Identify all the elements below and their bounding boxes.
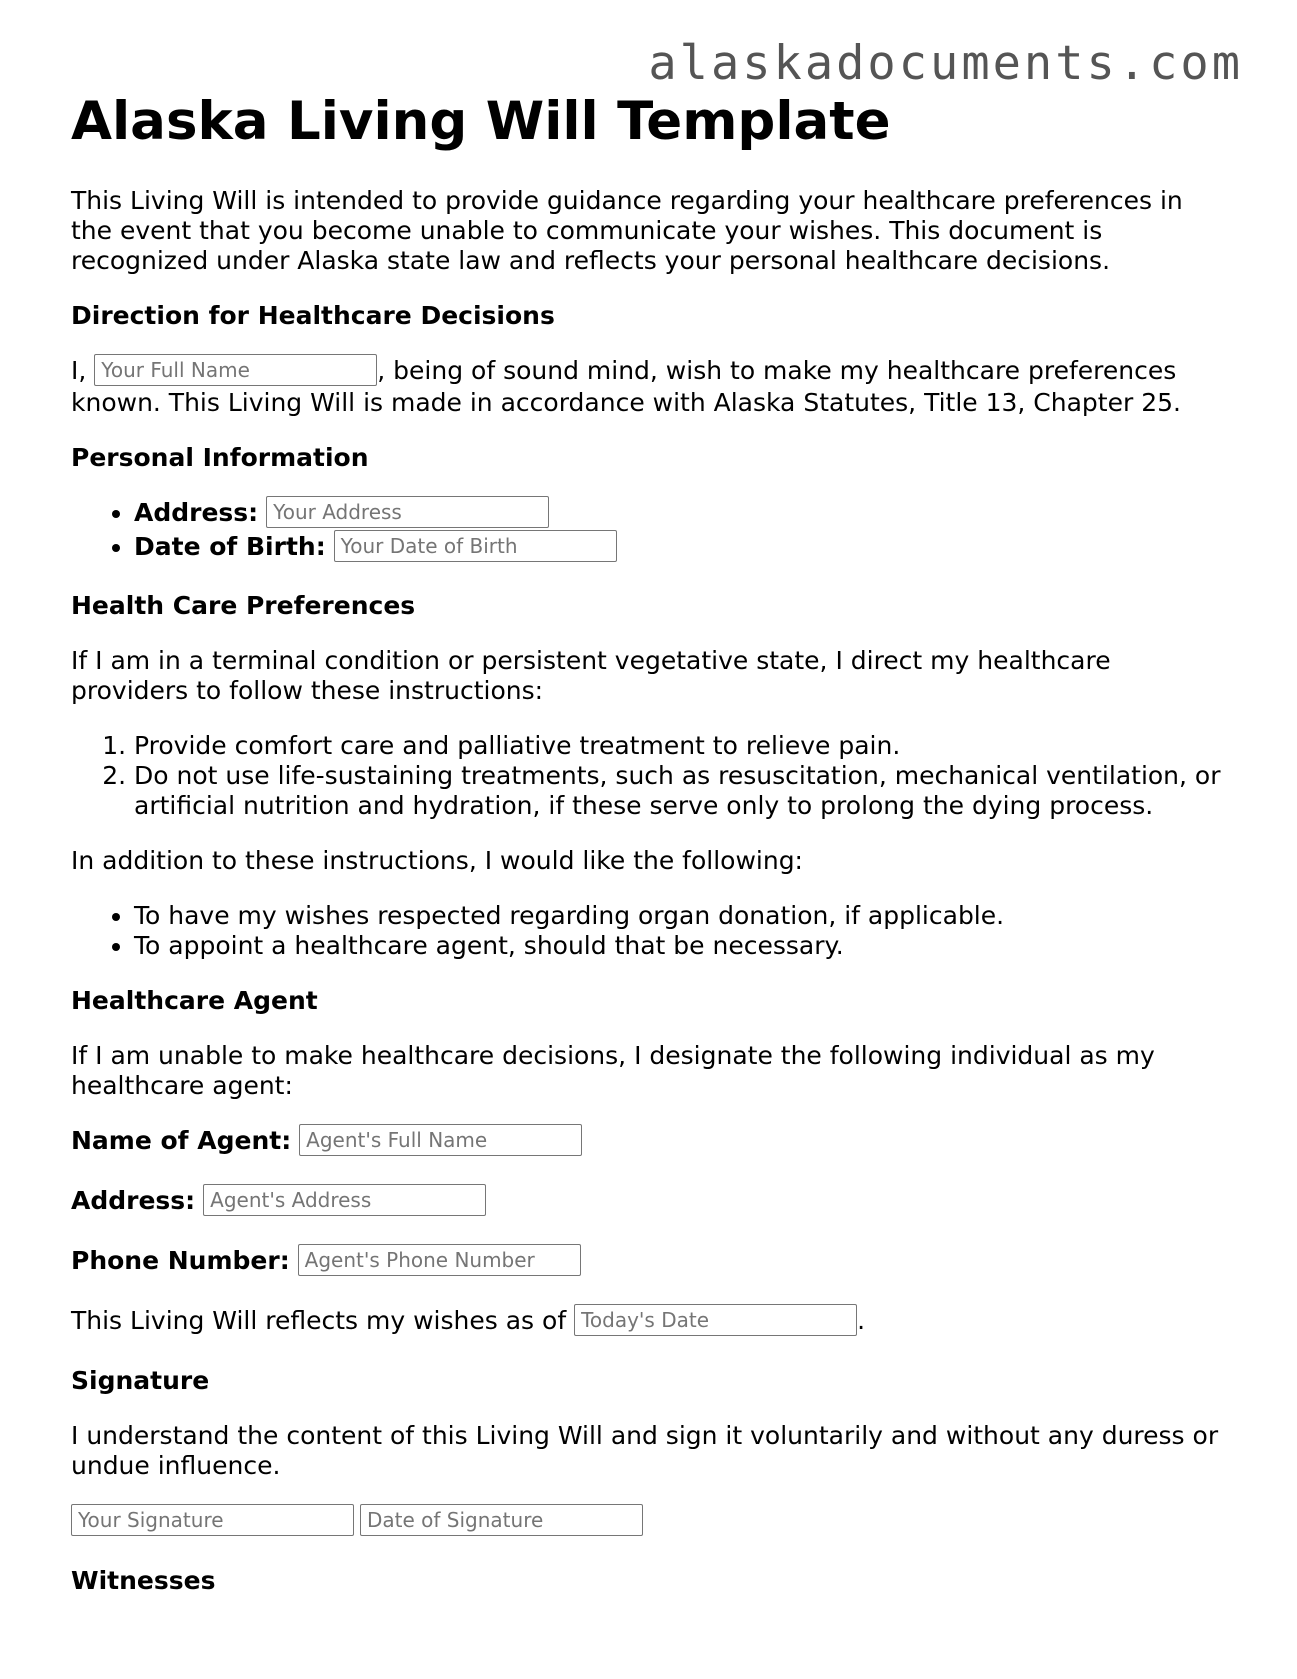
intro-paragraph: This Living Will is intended to provide guidance regarding your healthcare preferences in the event that you become unable to communicate your wishes. This document is recognized under Alaska state law and reflects your personal healthcare decisions. [71, 186, 1183, 275]
address-label: Address: [134, 498, 259, 527]
dob-input[interactable]: Your Date of Birth [334, 530, 617, 562]
list-item [134, 532, 1231, 564]
direction-suffix: , being of sound mind, wish to make my healthcare preferences known. This Living Will is made in accordance with Alaska Statutes, Title 13, Chapter 25. [71, 356, 1181, 417]
agent-address-row [71, 1186, 1231, 1218]
signature-statement: I understand the content of this Living Will and sign it voluntarily and without any duress or undue influence. [71, 1421, 1219, 1480]
additional-list [71, 901, 1231, 961]
dob-label: Date of Birth: [134, 532, 326, 561]
document [71, 92, 1231, 1621]
page-title: Alaska Living Will Template [71, 91, 891, 152]
watermark: alaskadocuments.com [648, 36, 1243, 91]
full-name-input[interactable]: Your Full Name [94, 354, 377, 386]
direction-paragraph [71, 356, 1231, 418]
as-of-prefix: This Living Will reflects my wishes as of [71, 1306, 575, 1335]
signature-heading: Signature [71, 1366, 210, 1395]
signature-row [71, 1506, 1231, 1538]
direction-prefix: I, [71, 356, 95, 385]
agent-phone-input[interactable]: Agent's Phone Number [298, 1244, 581, 1276]
agent-name-input[interactable]: Agent's Full Name [299, 1124, 582, 1156]
instructions-list [71, 731, 1231, 821]
list-item: 2. Do not use life-sustaining treatments, such as resuscitation, mechanical ventilation, or artificial nutrition and hydration, if these serve only to prolong the dying process. [134, 761, 1231, 821]
personal-info-heading: Personal Information [71, 443, 369, 472]
agent-intro: If I am unable to make healthcare decisions, I designate the following individual as my healthcare agent: [71, 1041, 1155, 1100]
list-item [134, 498, 1231, 530]
direction-heading: Direction for Healthcare Decisions [71, 301, 555, 330]
as-of-row [71, 1306, 1231, 1338]
as-of-suffix: . [857, 1306, 866, 1335]
todays-date-input[interactable]: Today's Date [574, 1304, 857, 1336]
agent-name-label: Name of Agent: [71, 1126, 292, 1155]
list-item: • To appoint a healthcare agent, should that be necessary. [134, 931, 1231, 961]
address-input[interactable]: Your Address [266, 496, 549, 528]
witnesses-heading: Witnesses [71, 1566, 216, 1595]
healthcare-agent-heading: Healthcare Agent [71, 986, 318, 1015]
personal-info-list [71, 498, 1231, 564]
preferences-intro: If I am in a terminal condition or persistent vegetative state, I direct my healthcare providers to follow these instructions: [71, 646, 1111, 705]
health-care-preferences-heading: Health Care Preferences [71, 591, 416, 620]
signature-input[interactable]: Your Signature [71, 1504, 354, 1536]
agent-name-row [71, 1126, 1231, 1158]
agent-phone-label: Phone Number: [71, 1246, 290, 1275]
signature-date-input[interactable]: Date of Signature [360, 1504, 643, 1536]
agent-phone-row [71, 1246, 1231, 1278]
additional-intro: In addition to these instructions, I would like the following: [71, 846, 803, 875]
agent-address-input[interactable]: Agent's Address [203, 1184, 486, 1216]
list-item: 1. Provide comfort care and palliative treatment to relieve pain. [134, 731, 1231, 761]
agent-address-label: Address: [71, 1186, 196, 1215]
list-item: • To have my wishes respected regarding organ donation, if applicable. [134, 901, 1231, 931]
